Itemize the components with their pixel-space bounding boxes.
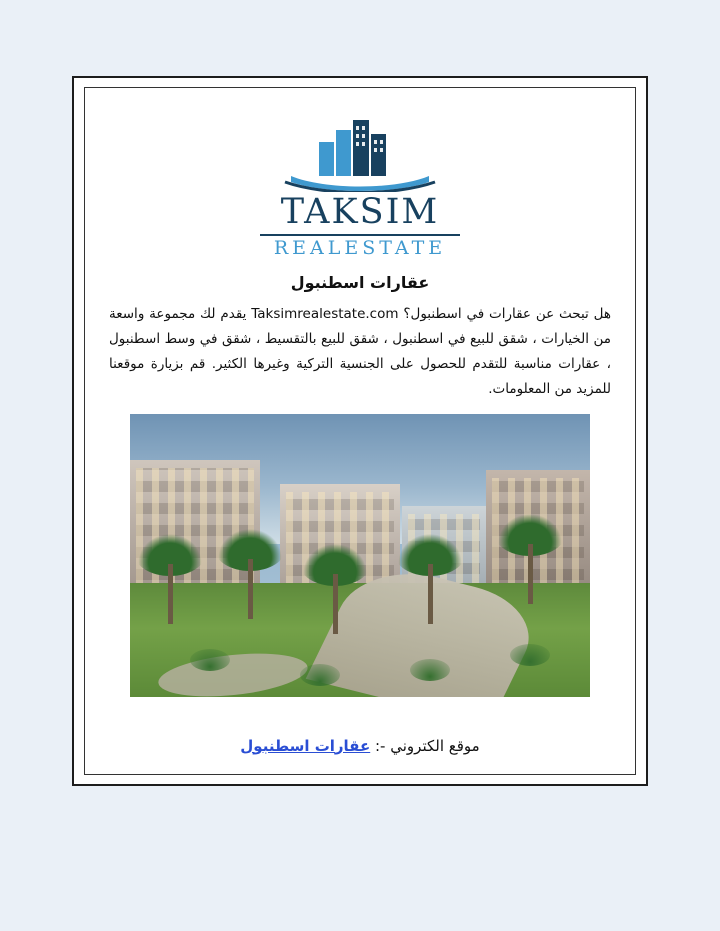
document-page-inner-border bbox=[84, 87, 636, 775]
photo-shrub bbox=[410, 659, 450, 681]
logo-tagline: REALESTATE bbox=[273, 236, 447, 259]
website-label: موقع الكتروني bbox=[390, 736, 480, 755]
body-paragraph: هل تبحث عن عقارات في اسطنبول؟ Taksimrealestate.com يقدم لك مجموعة واسعة من الخيارات ، شقق للبيع في اسطنبول ، شقق للبيع بالتقسيط ، شقق في وسط اسطنبول ، عقارات مناسبة للتقدم للحصول على الجنسية التركية وغيرها الكثير. قم بزيارة موقعنا للمزيد من المعلومات. bbox=[109, 305, 611, 397]
property-photo bbox=[130, 414, 590, 697]
photo-shrub bbox=[190, 649, 230, 671]
website-link-line bbox=[109, 737, 611, 755]
page-title: عقارات اسطنبول bbox=[290, 272, 430, 292]
website-separator: -: bbox=[375, 736, 386, 755]
document-page bbox=[72, 76, 648, 786]
photo-shrub bbox=[300, 664, 340, 686]
logo-block bbox=[109, 112, 611, 259]
document-content bbox=[85, 88, 635, 755]
city-skyline-icon bbox=[275, 112, 445, 192]
photo-shrub bbox=[510, 644, 550, 666]
website-link[interactable]: عقارات اسطنبول bbox=[240, 736, 371, 755]
logo-divider bbox=[260, 234, 460, 236]
logo-wordmark: TAKSIM bbox=[280, 192, 440, 232]
